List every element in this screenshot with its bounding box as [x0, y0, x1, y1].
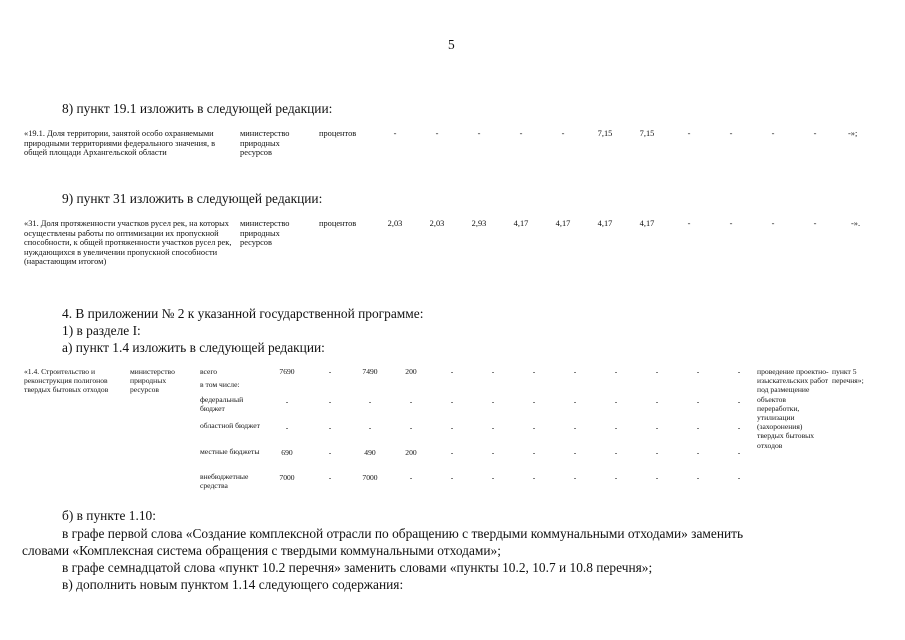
row-unit: процентов [319, 219, 357, 228]
paragraph-3: в) дополнить новым пунктом 1.14 следующего содержания: [62, 577, 404, 592]
value-cell: - [450, 448, 454, 457]
value-cell: - [655, 448, 659, 457]
value-cell: 4,17 [513, 219, 529, 228]
value-cell: - [450, 367, 454, 376]
value-cell: - [532, 473, 536, 482]
value-cell: - [729, 129, 733, 138]
value-cell: - [491, 367, 495, 376]
value-cell: - [573, 448, 577, 457]
value-cell: - [573, 423, 577, 432]
value-cell: 7000 [362, 473, 378, 482]
value-cell: 200 [405, 448, 417, 457]
value-cell: - [696, 448, 700, 457]
section-4-item-a: а) пункт 1.4 изложить в следующей редакции: [62, 340, 325, 355]
value-cell: - [655, 423, 659, 432]
value-cell: - [687, 129, 691, 138]
value-cell: - [614, 423, 618, 432]
row-unit: процентов [319, 129, 357, 138]
value-cell: - [532, 367, 536, 376]
value-cell: 7,15 [639, 129, 655, 138]
value-cell: - [573, 367, 577, 376]
row-link: пункт 5 перечня»; [832, 367, 864, 386]
paragraph-2: в графе семнадцатой слова «пункт 10.2 перечня» заменить словами «пункты 10.2, 10.7 и 10.8 перечня»; [62, 560, 653, 575]
value-cell: - [813, 129, 817, 138]
value-cell: - [328, 397, 332, 406]
value-cell: - [450, 397, 454, 406]
item-8-heading: 8) пункт 19.1 изложить в следующей редакции: [62, 101, 333, 116]
value-cell: 2,03 [429, 219, 445, 228]
value-cell: - [477, 129, 481, 138]
value-cell: - [285, 423, 289, 432]
source-label: федеральный бюджет [200, 395, 244, 414]
item-9-heading: 9) пункт 31 изложить в следующей редакции: [62, 191, 323, 206]
value-cell: 7000 [279, 473, 295, 482]
value-cell: - [737, 473, 741, 482]
value-cell: 4,17 [639, 219, 655, 228]
value-cell: - [573, 397, 577, 406]
section-b-heading: б) в пункте 1.10: [62, 508, 156, 523]
value-cell: - [409, 397, 413, 406]
value-cell: - [450, 473, 454, 482]
value-cell: - [491, 448, 495, 457]
row-ministry: министерство природных ресурсов [130, 367, 175, 395]
value-cell: 7690 [279, 367, 295, 376]
value-cell: - [450, 423, 454, 432]
source-label: областной бюджет [200, 421, 260, 430]
value-cell: 7,15 [597, 129, 613, 138]
value-cell: - [655, 367, 659, 376]
value-cell: 4,17 [597, 219, 613, 228]
value-cell: 2,93 [471, 219, 487, 228]
row-result: проведение проектно-изыскательских работ под размещение объектов переработки, утилизации (захоронения) твердых бытовых отходов [757, 367, 829, 450]
row-name: «31. Доля протяженности участков русел рек, на которых осуществлены работы по оптимизации их пропускной способности, к общей протяженности участков русел рек, нуждающихся в увеличении пропускной способности (нарастающим итогом) [24, 219, 232, 267]
value-cell: - [737, 448, 741, 457]
value-cell: - [573, 473, 577, 482]
row-end: -». [851, 219, 861, 228]
value-cell: 2,03 [387, 219, 403, 228]
value-cell: - [771, 219, 775, 228]
value-cell: - [614, 473, 618, 482]
row-name: «1.4. Строительство и реконструкция полигонов твердых бытовых отходов [24, 367, 109, 395]
value-cell: - [328, 448, 332, 457]
source-label: в том числе: [200, 380, 240, 389]
value-cell: - [393, 129, 397, 138]
value-cell: - [729, 219, 733, 228]
value-cell: - [409, 423, 413, 432]
value-cell: 490 [364, 448, 376, 457]
value-cell: - [737, 423, 741, 432]
value-cell: - [696, 473, 700, 482]
value-cell: - [328, 423, 332, 432]
value-cell: - [655, 397, 659, 406]
row-ministry: министерство природных ресурсов [240, 129, 290, 158]
value-cell: - [519, 129, 523, 138]
value-cell: - [368, 397, 372, 406]
value-cell: - [328, 367, 332, 376]
value-cell: - [737, 367, 741, 376]
paragraph-1: в графе первой слова «Создание комплексной отрасли по обращению с твердыми коммунальными отходами» заменить [62, 526, 744, 541]
value-cell: - [737, 397, 741, 406]
value-cell: - [285, 397, 289, 406]
value-cell: - [696, 397, 700, 406]
source-label: всего [200, 367, 218, 376]
value-cell: 200 [405, 367, 417, 376]
value-cell: - [696, 423, 700, 432]
value-cell: 7490 [362, 367, 378, 376]
value-cell: - [771, 129, 775, 138]
value-cell: 690 [281, 448, 293, 457]
value-cell: - [655, 473, 659, 482]
value-cell: - [328, 473, 332, 482]
value-cell: - [696, 367, 700, 376]
source-label: внебюджетные средства [200, 472, 249, 491]
value-cell: - [561, 129, 565, 138]
value-cell: - [614, 397, 618, 406]
row-ministry: министерство природных ресурсов [240, 219, 290, 248]
value-cell: - [614, 367, 618, 376]
value-cell: 4,17 [555, 219, 571, 228]
value-cell: - [491, 473, 495, 482]
value-cell: - [491, 397, 495, 406]
value-cell: - [368, 423, 372, 432]
page-number: 5 [448, 37, 455, 52]
row-end: -»; [848, 129, 858, 138]
value-cell: - [532, 397, 536, 406]
value-cell: - [491, 423, 495, 432]
value-cell: - [614, 448, 618, 457]
section-4-item-1: 1) в разделе I: [62, 323, 141, 338]
value-cell: - [813, 219, 817, 228]
paragraph-1-continued: словами «Комплексная система обращения с твердыми коммунальными отходами»; [22, 543, 501, 558]
section-4-heading: 4. В приложении № 2 к указанной государственной программе: [62, 306, 424, 321]
row-name: «19.1. Доля территории, занятой особо охраняемыми природными территориями федерального значения, в общей площади Архангельской области [24, 129, 216, 158]
value-cell: - [532, 448, 536, 457]
source-label: местные бюджеты [200, 447, 260, 456]
value-cell: - [532, 423, 536, 432]
value-cell: - [687, 219, 691, 228]
value-cell: - [409, 473, 413, 482]
value-cell: - [435, 129, 439, 138]
